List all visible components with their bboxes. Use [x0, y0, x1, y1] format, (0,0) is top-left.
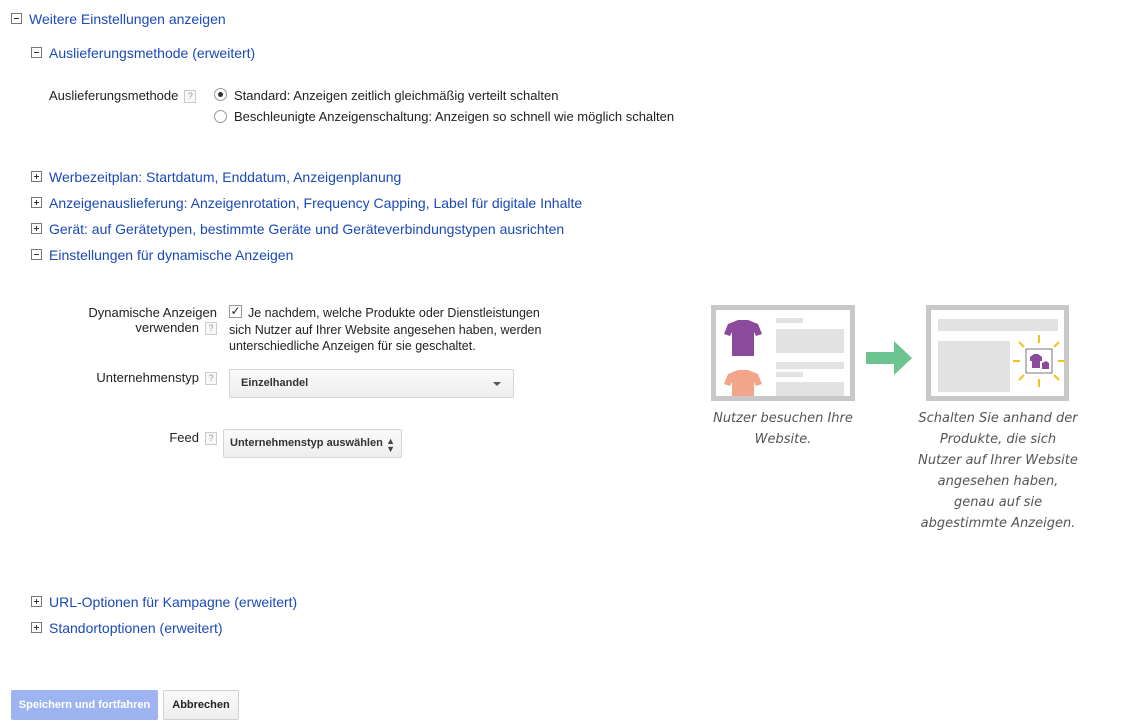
help-icon[interactable]: ?: [184, 90, 196, 103]
help-icon[interactable]: ?: [205, 372, 217, 385]
accelerated-delivery-label[interactable]: Beschleunigte Anzeigenschaltung: Anzeigen so schnell wie möglich schalten: [234, 109, 675, 124]
collapse-icon[interactable]: [31, 249, 42, 260]
device-section-link[interactable]: Gerät: auf Gerätetypen, bestimmte Geräte und Geräteverbindungstypen ausrichten: [49, 221, 565, 237]
ad-delivery-section-link[interactable]: Anzeigenauslieferung: Anzeigenrotation, Frequency Capping, Label für digitale Inhalte: [49, 195, 583, 211]
help-icon[interactable]: ?: [205, 432, 217, 445]
placeholder-block: [776, 382, 844, 396]
cancel-button[interactable]: Abbrechen: [163, 690, 239, 720]
delivery-method-section-link[interactable]: Auslieferungsmethode (erweitert): [49, 45, 256, 61]
placeholder-block: [776, 329, 844, 353]
collapse-icon[interactable]: [11, 13, 22, 24]
expand-icon[interactable]: [31, 223, 42, 234]
illustration-caption-right: Schalten Sie anhand der Produkte, die sich Nutzer auf Ihrer Website angesehen haben, genau auf sie abgestimmte Anzeigen.: [918, 411, 1078, 531]
accelerated-delivery-radio[interactable]: [214, 110, 227, 123]
dynamic-ads-section-link[interactable]: Einstellungen für dynamische Anzeigen: [49, 247, 294, 263]
standard-delivery-radio[interactable]: [214, 88, 227, 101]
help-icon[interactable]: ?: [205, 322, 217, 335]
updown-icon: ▲ ▼: [386, 436, 395, 454]
save-continue-button[interactable]: Speichern und fortfahren: [11, 690, 158, 720]
ad-schedule-section-link[interactable]: Werbezeitplan: Startdatum, Enddatum, Anzeigenplanung: [49, 169, 402, 185]
dynamic-ads-label: Dynamische Anzeigen verwenden ?: [88, 305, 217, 335]
feed-select[interactable]: Unternehmenstyp auswählen ▲ ▼: [223, 429, 402, 458]
illustration-ad: [926, 305, 1069, 401]
feed-label: Feed ?: [60, 430, 217, 445]
collapse-icon[interactable]: [31, 47, 42, 58]
location-options-section-link[interactable]: Standortoptionen (erweitert): [49, 620, 223, 636]
url-options-section-link[interactable]: URL-Optionen für Kampagne (erweitert): [49, 594, 298, 610]
illustration-website: [711, 305, 855, 401]
placeholder-block: [938, 341, 1010, 392]
highlighted-ad-icon: [1013, 330, 1073, 390]
expand-icon[interactable]: [31, 197, 42, 208]
delivery-method-label: Auslieferungsmethode ?: [49, 88, 196, 103]
placeholder-line: [776, 362, 844, 369]
expand-icon[interactable]: [31, 171, 42, 182]
business-type-select[interactable]: Einzelhandel: [229, 369, 514, 398]
chevron-down-icon: [493, 382, 501, 386]
placeholder-line: [776, 318, 803, 323]
expand-icon[interactable]: [31, 596, 42, 607]
dynamic-ads-description: Je nachdem, welche Produkte oder Dienstleistungen sich Nutzer auf Ihrer Website angesehen haben, werden unterschiedliche Anzeigen für sie geschaltet.: [229, 306, 542, 353]
expand-icon[interactable]: [31, 622, 42, 633]
more-settings-link[interactable]: Weitere Einstellungen anzeigen: [29, 11, 226, 27]
dynamic-ads-checkbox[interactable]: ✓: [230, 304, 241, 318]
arrow-right-icon: [866, 341, 914, 375]
placeholder-line: [776, 372, 803, 377]
business-type-label: Unternehmenstyp ?: [60, 370, 217, 385]
orange-shirt-icon: [724, 370, 762, 396]
standard-delivery-label[interactable]: Standard: Anzeigen zeitlich gleichmäßig verteilt schalten: [234, 88, 559, 103]
purple-shirt-icon: [724, 320, 762, 356]
illustration-caption-left: Nutzer besuchen Ihre Website.: [713, 411, 853, 447]
